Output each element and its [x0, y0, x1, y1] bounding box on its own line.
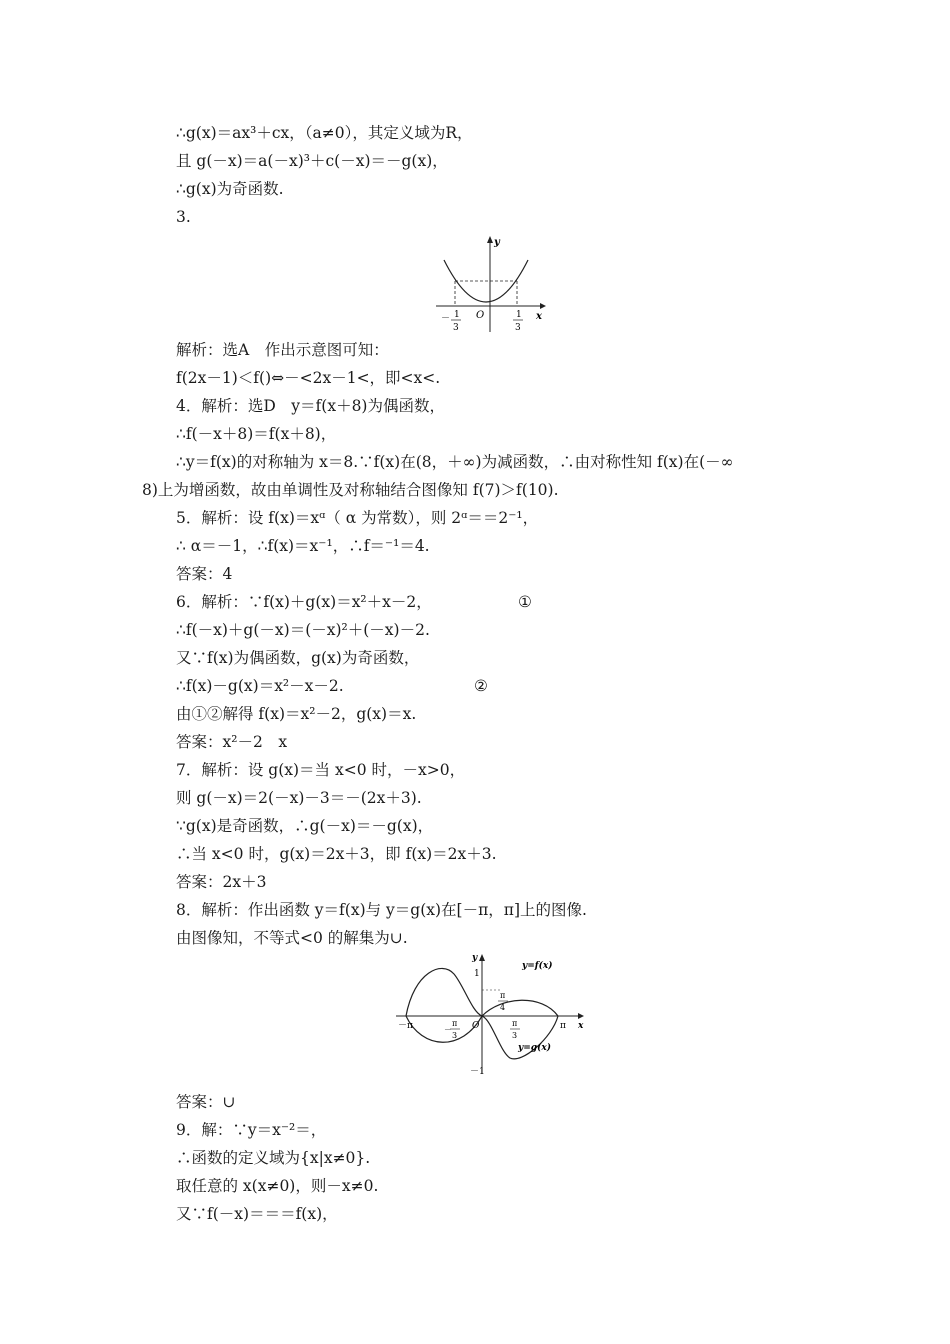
line-6: f(2x－1)＜f()⇔－<2x－1<，即<x<. [176, 369, 441, 387]
neg-pi3-num: π [452, 1019, 458, 1028]
y-label: y [494, 237, 500, 248]
neg-pi3-den: 3 [452, 1031, 458, 1040]
g-label: y=g(x) [518, 1043, 551, 1053]
figure-parabola [432, 232, 552, 337]
line-3: ∴g(x)为奇函数. [176, 180, 284, 198]
line-17: ∴f(x)－g(x)＝x²－x－2. [176, 677, 344, 695]
line-2: 且 g(－x)＝a(－x)³＋c(－x)＝－g(x)， [176, 152, 448, 170]
line-30: 取任意的 x(x≠0)，则－x≠0. [176, 1177, 379, 1195]
pi-label: π [560, 1021, 566, 1031]
left-sign: － [441, 314, 451, 324]
line-18: 由①②解得 f(x)＝x²－2，g(x)＝x. [176, 705, 417, 723]
line-7: 4．解析：选D y＝f(x＋8)为偶函数， [176, 397, 445, 415]
line-8: ∴f(－x＋8)＝f(x＋8)， [176, 425, 337, 443]
line-10: 8)上为增函数，故由单调性及对称轴结合图像知 f(7)＞f(10). [142, 481, 559, 499]
line-5: 解析：选A 作出示意图可知： [176, 341, 389, 359]
line-24: 答案：2x＋3 [176, 873, 267, 891]
line-4: 3. [176, 208, 191, 226]
line-14: 6．解析：∵f(x)＋g(x)＝x²＋x－2， [176, 593, 432, 611]
line-31: 又∵f(－x)＝＝＝f(x)， [176, 1205, 338, 1223]
line-28: 9．解：∵y＝x⁻²＝， [176, 1121, 327, 1139]
neg-one-label: －1 [470, 1067, 485, 1077]
x-label: x [536, 311, 542, 322]
line-12: ∴ α＝－1，∴f(x)＝x⁻¹，∴f＝⁻¹＝4. [176, 537, 430, 555]
y-axis-arrow [479, 954, 485, 961]
neg-pi3-sign: － [444, 1025, 452, 1034]
line-16: 又∵f(x)为偶函数，g(x)为奇函数， [176, 649, 420, 667]
line-29: ∴函数的定义域为{x|x≠0}. [176, 1149, 371, 1167]
x-axis-arrow [578, 1013, 584, 1019]
x-axis-arrow [540, 303, 546, 309]
origin-label: O [476, 310, 485, 321]
line-23: ∴当 x<0 时，g(x)＝2x＋3，即 f(x)＝2x＋3. [176, 845, 497, 863]
one-label: 1 [474, 969, 480, 979]
line-25: 8．解析：作出函数 y＝f(x)与 y＝g(x)在[－π，π]上的图像. [176, 901, 587, 919]
line-20: 7．解析：设 g(x)＝当 x<0 时，－x>0， [176, 761, 466, 779]
right-den: 3 [515, 323, 521, 333]
line-15: ∴f(－x)＋g(－x)＝(－x)²＋(－x)－2. [176, 621, 430, 639]
figure-sine-graphs [392, 952, 592, 1078]
origin-label: O [472, 1021, 480, 1031]
pi3-num: π [512, 1019, 518, 1028]
line-19: 答案：x²－2 x [176, 733, 288, 751]
x-label: x [578, 1021, 584, 1031]
line-1: ∴g(x)＝ax³＋cx，（a≠0），其定义域为R， [176, 124, 473, 142]
line-22: ∵g(x)是奇函数，∴g(－x)＝－g(x)， [176, 817, 434, 835]
pi4-num: π [500, 991, 506, 1000]
f-label: y=f(x) [522, 961, 553, 971]
equation-mark-1: ① [518, 593, 532, 611]
neg-pi-label: －π [398, 1021, 413, 1031]
y-label: y [472, 953, 478, 963]
left-num: 1 [454, 310, 460, 320]
equation-mark-2: ② [474, 677, 488, 695]
y-axis-arrow [487, 236, 493, 243]
line-21: 则 g(－x)＝2(－x)－3＝－(2x＋3). [176, 789, 422, 807]
line-26: 由图像知，不等式<0 的解集为∪. [176, 929, 408, 947]
line-27: 答案：∪ [176, 1093, 236, 1111]
pi4-den: 4 [500, 1003, 506, 1012]
line-11: 5．解析：设 f(x)＝xᵅ（ α 为常数），则 2ᵅ＝＝2⁻¹， [176, 509, 539, 527]
line-9: ∴y＝f(x)的对称轴为 x＝8.∵f(x)在(8，＋∞)为减函数，∴由对称性知 f(x)在(－∞ [176, 453, 734, 471]
line-13: 答案：4 [176, 565, 233, 583]
right-num: 1 [516, 310, 522, 320]
left-den: 3 [453, 323, 459, 333]
pi3-den: 3 [512, 1031, 518, 1040]
